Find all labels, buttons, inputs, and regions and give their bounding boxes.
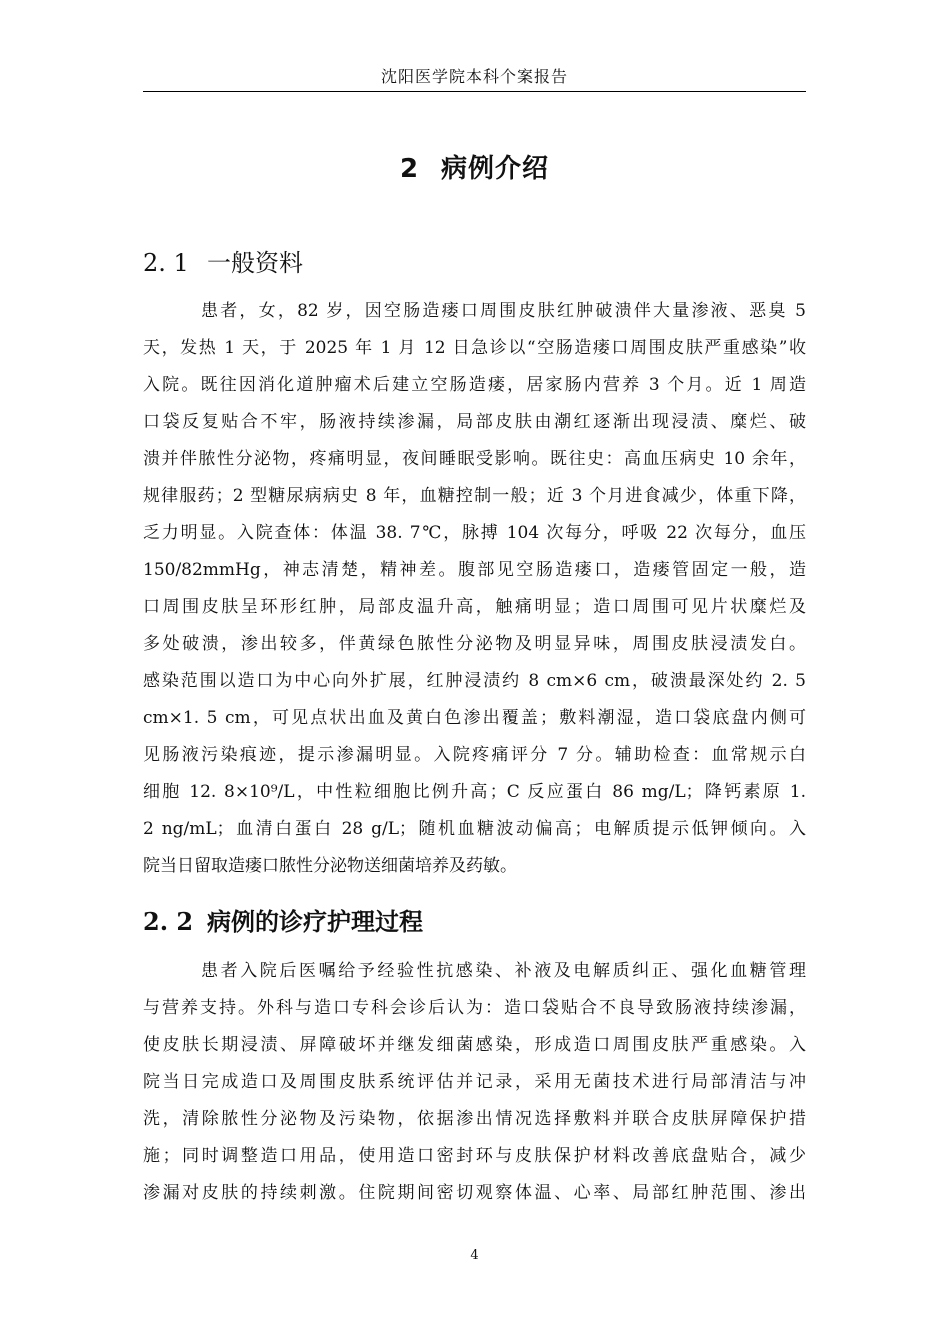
text-line: 见肠液污染痕迹，提示渗漏明显。入院疼痛评分 7 分。辅助检查：血常规示白 — [143, 745, 806, 765]
header-rule — [143, 91, 806, 92]
section-number: 2. 1 — [143, 249, 189, 277]
text-line: 患者入院后医嘱给予经验性抗感染、补液及电解质纠正、强化血糖管理 — [201, 961, 806, 981]
text-line: 患者，女，82 岁，因空肠造瘘口周围皮肤红肿破溃伴大量渗液、恶臭 5 — [201, 301, 806, 321]
section-heading-general-info — [143, 243, 303, 278]
section-heading-text: 一般资料 — [207, 249, 303, 277]
text-line: 院当日完成造口及周围皮肤系统评估并记录，采用无菌技术进行局部清洁与冲 — [143, 1072, 806, 1092]
text-line: 口周围皮肤呈环形红肿，局部皮温升高，触痛明显；造口周围可见片状糜烂及 — [143, 597, 806, 617]
text-line: 乏力明显。入院查体：体温 38. 7℃，脉搏 104 次每分，呼吸 22 次每分，血压 — [143, 523, 806, 543]
text-line: 溃并伴脓性分泌物，疼痛明显，夜间睡眠受影响。既往史：高血压病史 10 余年， — [143, 449, 806, 469]
general-info-paragraph — [143, 293, 806, 885]
text-line: 入院。既往因消化道肿瘤术后建立空肠造瘘，居家肠内营养 3 个月。近 1 周造 — [143, 375, 806, 395]
section-number: 2. 2 — [143, 907, 194, 936]
running-header: 沈阳医学院本科个案报告 — [380, 67, 568, 86]
text-line: 与营养支持。外科与造口专科会诊后认为：造口袋贴合不良导致肠液持续渗漏， — [143, 998, 806, 1018]
text-line: 施；同时调整造口用品，使用造口密封环与皮肤保护材料改善底盘贴合，减少 — [143, 1146, 806, 1166]
text-line: 规律服药；2 型糖尿病病史 8 年，血糖控制一般；近 3 个月进食减少，体重下降， — [143, 486, 806, 506]
section-heading-treatment-process — [143, 902, 423, 937]
text-line: 150/82mmHg，神志清楚，精神差。腹部见空肠造瘘口，造瘘管固定一般，造 — [143, 560, 806, 580]
chapter-heading-text: 病例介绍 — [441, 154, 550, 184]
text-line: 2 ng/mL；血清白蛋白 28 g/L；随机血糖波动偏高；电解质提示低钾倾向。入 — [143, 819, 806, 839]
section-heading-text: 病例的诊疗护理过程 — [207, 908, 423, 936]
chapter-title — [143, 148, 806, 185]
text-line: 院当日留取造瘘口脓性分泌物送细菌培养及药敏。 — [143, 856, 517, 876]
text-line: cm×1. 5 cm，可见点状出血及黄白色渗出覆盖；敷料潮湿，造口袋底盘内侧可 — [143, 708, 806, 728]
text-line: 使皮肤长期浸渍、屏障破坏并继发细菌感染，形成造口周围皮肤严重感染。入 — [143, 1035, 806, 1055]
text-line: 细胞 12. 8×10⁹/L，中性粒细胞比例升高；C 反应蛋白 86 mg/L；降钙素原 1. — [143, 782, 806, 802]
text-line: 感染范围以造口为中心向外扩展，红肿浸渍约 8 cm×6 cm，破溃最深处约 2. 5 — [143, 671, 806, 691]
text-line: 洗，清除脓性分泌物及污染物，依据渗出情况选择敷料并联合皮肤屏障保护措 — [143, 1109, 806, 1129]
text-line: 渗漏对皮肤的持续刺激。住院期间密切观察体温、心率、局部红肿范围、渗出 — [143, 1183, 806, 1203]
page-number: 4 — [470, 1248, 479, 1263]
text-line: 多处破溃，渗出较多，伴黄绿色脓性分泌物及明显异味，周围皮肤浸渍发白。 — [143, 634, 806, 654]
text-line: 天，发热 1 天，于 2025 年 1 月 12 日急诊以“空肠造瘘口周围皮肤严重感染”收 — [143, 338, 806, 358]
text-line: 口袋反复贴合不牢，肠液持续渗漏，局部皮肤由潮红逐渐出现浸渍、糜烂、破 — [143, 412, 806, 432]
treatment-process-paragraph — [143, 953, 806, 1212]
chapter-number: 2 — [399, 154, 420, 184]
